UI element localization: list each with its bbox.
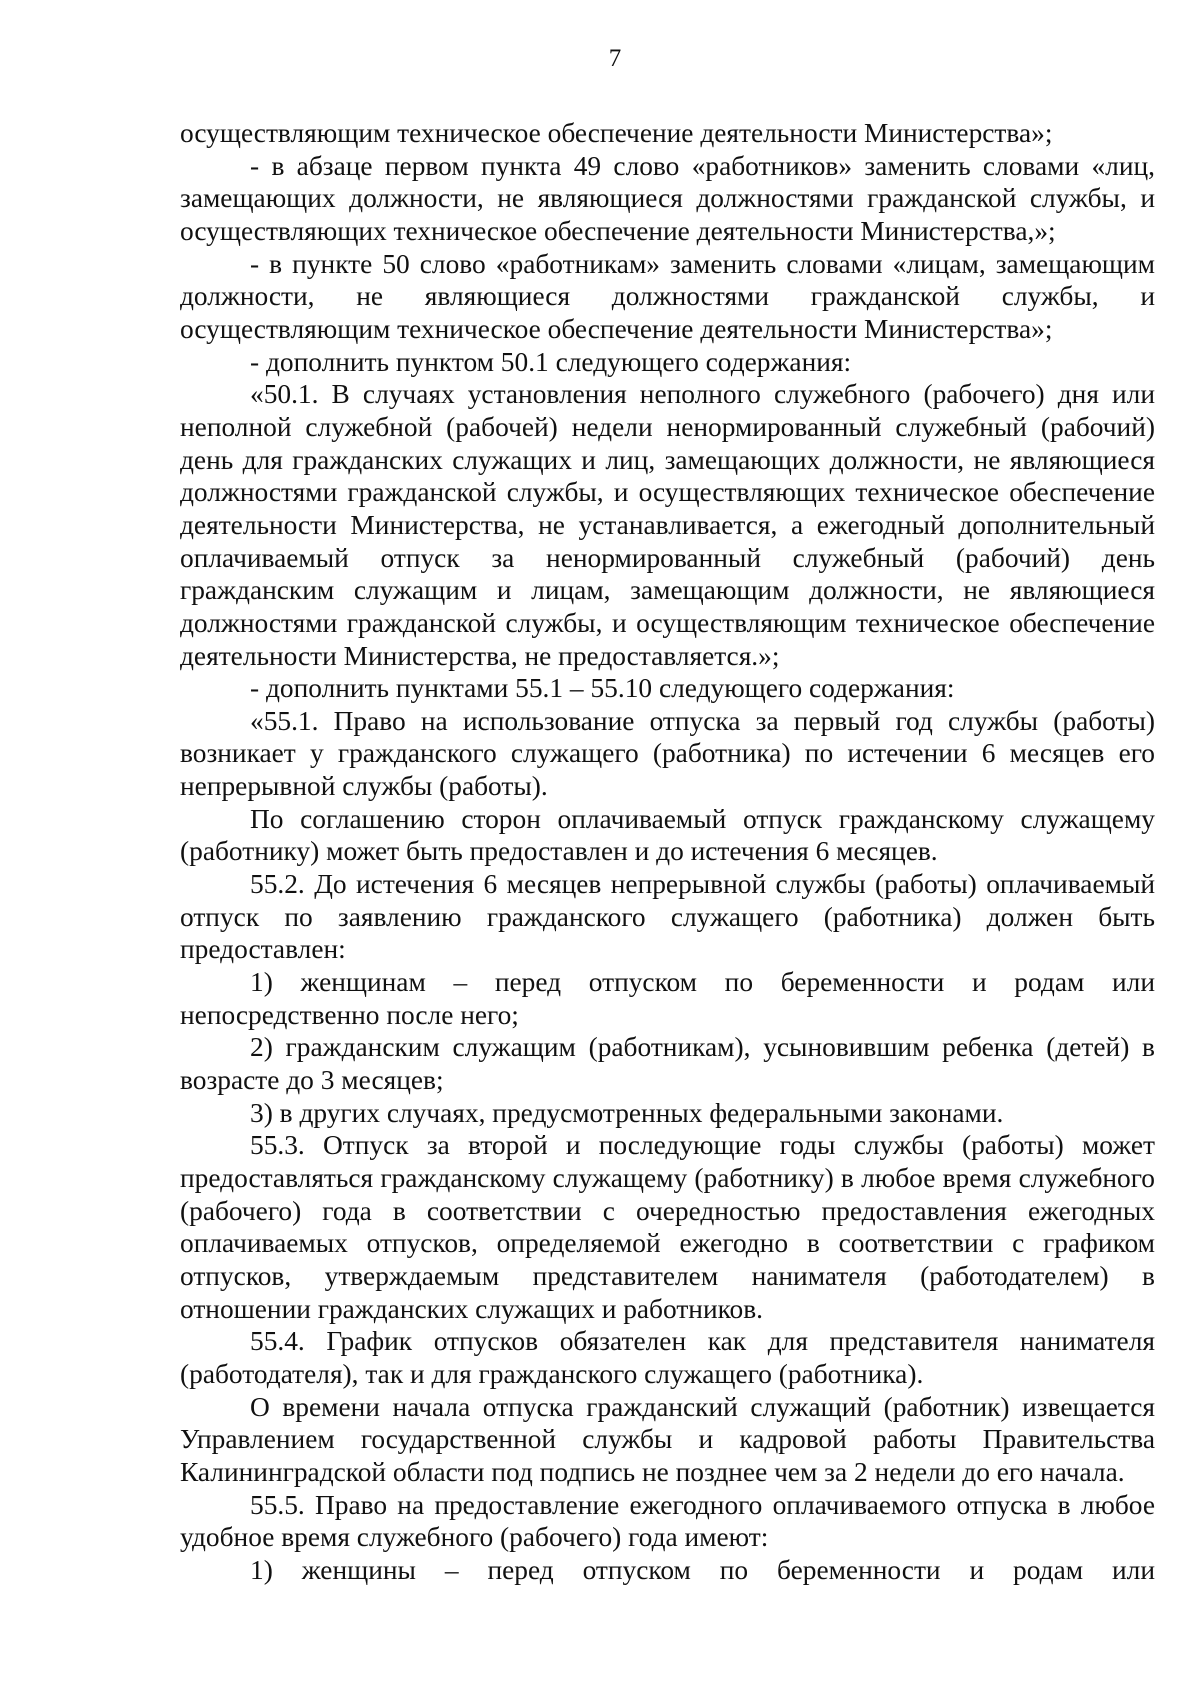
paragraph: По соглашению сторон оплачиваемый отпуск гражданскому служащему (работнику) может быть предоставлен и до истечения 6 месяцев.: [180, 803, 1155, 867]
paragraph: 2) гражданским служащим (работникам), усыновившим ребенка (детей) в возрасте до 3 месяцев;: [180, 1032, 1155, 1096]
paragraph: 55.5. Право на предоставление ежегодного оплачиваемого отпуска в любое удобное время служебного (рабочего) года имеют:: [180, 1489, 1155, 1553]
paragraph: «55.1. Право на использование отпуска за первый год службы (работы) возникает у гражданского служащего (работника) по истечении 6 месяцев его непрерывной службы (работы).: [180, 705, 1155, 802]
paragraph: - дополнить пунктами 55.1 – 55.10 следующего содержания:: [250, 673, 955, 704]
paragraph: - в пункте 50 слово «работникам» заменить словами «лицам, замещающим должности, не являющиеся должностями гражданской службы, и осуществляющим техническое обеспечение деятельности Министерства»;: [180, 248, 1155, 344]
page-number: 7: [608, 45, 622, 72]
paragraph: осуществляющим техническое обеспечение деятельности Министерства»;: [180, 118, 1053, 148]
paragraph: О времени начала отпуска гражданский служащий (работник) извещается Управлением государственной службы и кадровой работы Правительства Калининградской области под подпись не позднее чем за 2 недели до его начала.: [180, 1391, 1155, 1487]
paragraph: 55.3. Отпуск за второй и последующие годы службы (работы) может предоставляться гражданскому служащему (работнику) в любое время служебного (рабочего) года в соответствии с очередностью предоставления ежегодных оплачиваемых отпусков, определяемой ежегодно в соответствии с графиком отпусков, утверждаемым представителем нанимателя (работодателем) в отношении гражданских служащих и работников.: [180, 1130, 1155, 1324]
document-body: [180, 117, 1155, 1587]
paragraph: 3) в других случаях, предусмотренных федеральными законами.: [250, 1097, 1004, 1128]
paragraph: 55.4. График отпусков обязателен как для представителя нанимателя (работодателя), так и для гражданского служащего (работника).: [180, 1326, 1155, 1389]
paragraph: «50.1. В случаях установления неполного служебного (рабочего) дня или неполной служебной (рабочей) недели ненормированный служебный (рабочий) день для гражданских служащих и лиц, замещающих должности, не являющиеся должностями гражданской службы, и осуществляющих техническое обеспечение деятельности Министерства, не устанавливается, а ежегодный дополнительный оплачиваемый отпуск за ненормированный служебный (рабочий) день гражданским служащим и лицам, замещающим должности, не являющиеся должностями гражданской службы, и осуществляющим техническое обеспечение деятельности Министерства, не предоставляется.»;: [180, 379, 1155, 671]
paragraph: 55.2. До истечения 6 месяцев непрерывной службы (работы) оплачиваемый отпуск по заявлению гражданского служащего (работника) должен быть предоставлен:: [180, 869, 1155, 965]
paragraph: 1) женщинам – перед отпуском по беременности и родам или непосредственно после него;: [180, 967, 1155, 1030]
paragraph: 1) женщины – перед отпуском по беременности и родам или: [250, 1554, 1155, 1585]
paragraph: - в абзаце первом пункта 49 слово «работников» заменить словами «лиц, замещающих должности, не являющиеся должностями гражданской службы, и осуществляющих техническое обеспечение деятельности Министерства,»;: [180, 150, 1155, 246]
paragraph: - дополнить пунктом 50.1 следующего содержания:: [250, 346, 852, 377]
